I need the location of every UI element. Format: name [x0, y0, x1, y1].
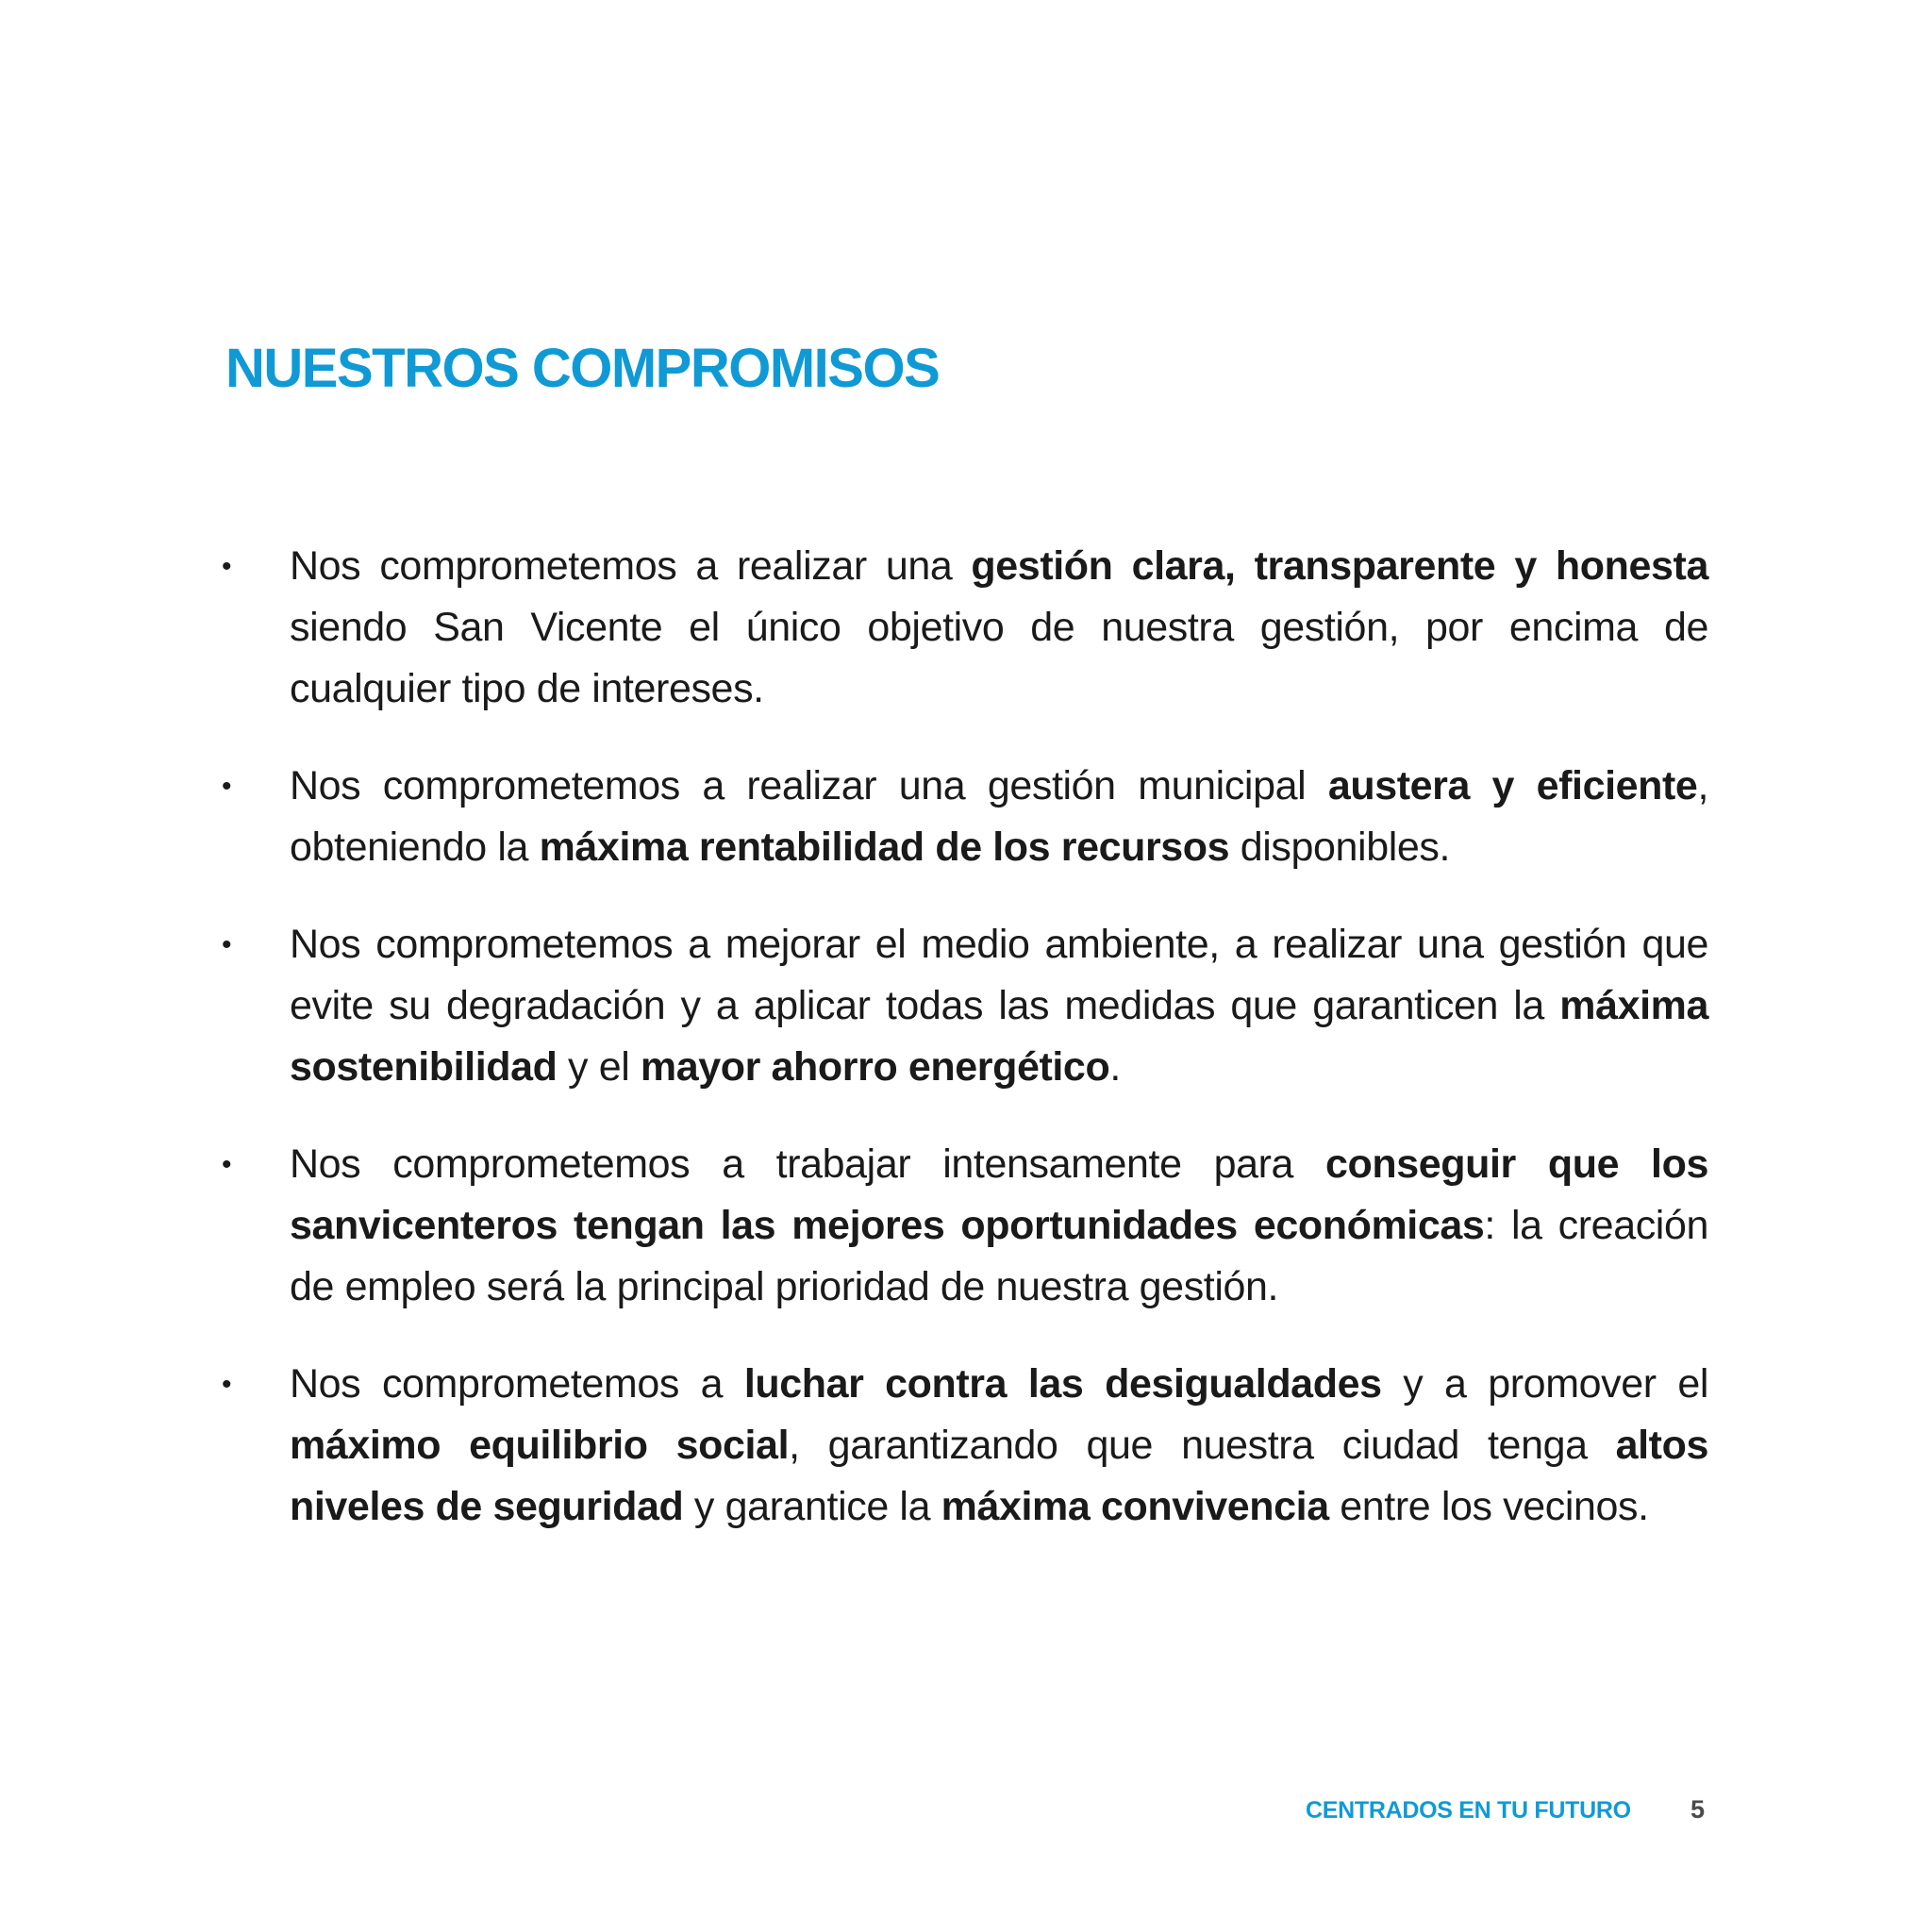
- footer-label: CENTRADOS EN TU FUTURO: [1306, 1797, 1631, 1824]
- commitment-text: [290, 543, 1708, 711]
- commitment-item: [222, 1354, 1708, 1538]
- bullet-icon: •: [222, 771, 232, 802]
- commitment-highlight: máxima convivencia: [941, 1484, 1329, 1529]
- commitment-highlight: mayor ahorro energético: [640, 1044, 1110, 1090]
- commitment-text-segment: y el: [557, 1044, 641, 1090]
- commitment-item: [222, 1134, 1708, 1318]
- commitment-text-segment: Nos comprometemos a realizar una gestión municipal: [290, 763, 1328, 808]
- commitments-list: [222, 536, 1708, 1574]
- commitment-text: [290, 1141, 1708, 1309]
- page-number: 5: [1690, 1795, 1706, 1824]
- commitment-item: [222, 756, 1708, 878]
- commitment-item: [222, 914, 1708, 1098]
- commitment-item: [222, 536, 1708, 720]
- commitment-text-segment: Nos comprometemos a trabajar intensamente para: [290, 1141, 1325, 1187]
- bullet-icon: •: [222, 551, 232, 582]
- commitment-text-segment: disponibles.: [1229, 824, 1451, 870]
- commitment-text-segment: Nos comprometemos a realizar una: [290, 543, 972, 589]
- bullet-icon: •: [222, 1149, 232, 1180]
- commitment-text-segment: Nos comprometemos a mejorar el medio ambiente, a realizar una gestión que evite su degradación y a aplicar todas las medidas que garanticen la: [290, 922, 1708, 1028]
- commitment-text: [290, 763, 1708, 870]
- commitment-text-segment: siendo San Vicente el único objetivo de nuestra gestión, por encima de cualquier tipo de intereses.: [290, 605, 1708, 711]
- commitment-highlight: máximo equilibrio social: [290, 1423, 790, 1468]
- commitment-highlight: austera y eficiente: [1327, 763, 1698, 808]
- commitment-highlight: máxima sostenibilidad: [290, 983, 1708, 1090]
- commitment-text-segment: Nos comprometemos a: [290, 1361, 744, 1407]
- commitment-highlight: gestión clara, transparente y honesta: [971, 543, 1708, 589]
- commitment-text-segment: : la creación de empleo será la principal prioridad de nuestra gestión.: [290, 1203, 1708, 1309]
- commitment-text-segment: , garantizando que nuestra ciudad tenga: [789, 1423, 1616, 1468]
- bullet-icon: •: [222, 929, 232, 960]
- commitment-highlight: luchar contra las desigualdades: [743, 1361, 1382, 1407]
- commitment-highlight: máxima rentabilidad de los recursos: [539, 824, 1230, 870]
- commitment-text: [290, 1361, 1708, 1529]
- commitment-text-segment: entre los vecinos.: [1328, 1484, 1649, 1529]
- commitment-text: [290, 922, 1708, 1090]
- commitment-text-segment: .: [1109, 1044, 1121, 1090]
- commitment-text-segment: y garantice la: [683, 1484, 941, 1529]
- commitment-text-segment: , obteniendo la: [290, 763, 1708, 870]
- commitment-text-segment: y a promover el: [1381, 1361, 1709, 1407]
- bullet-icon: •: [222, 1369, 232, 1400]
- commitment-highlight: conseguir que los sanvicenteros tengan las mejores oportunidades económicas: [290, 1141, 1708, 1248]
- commitment-highlight: altos niveles de seguridad: [290, 1423, 1708, 1529]
- page-title: NUESTROS COMPROMISOS: [225, 338, 940, 399]
